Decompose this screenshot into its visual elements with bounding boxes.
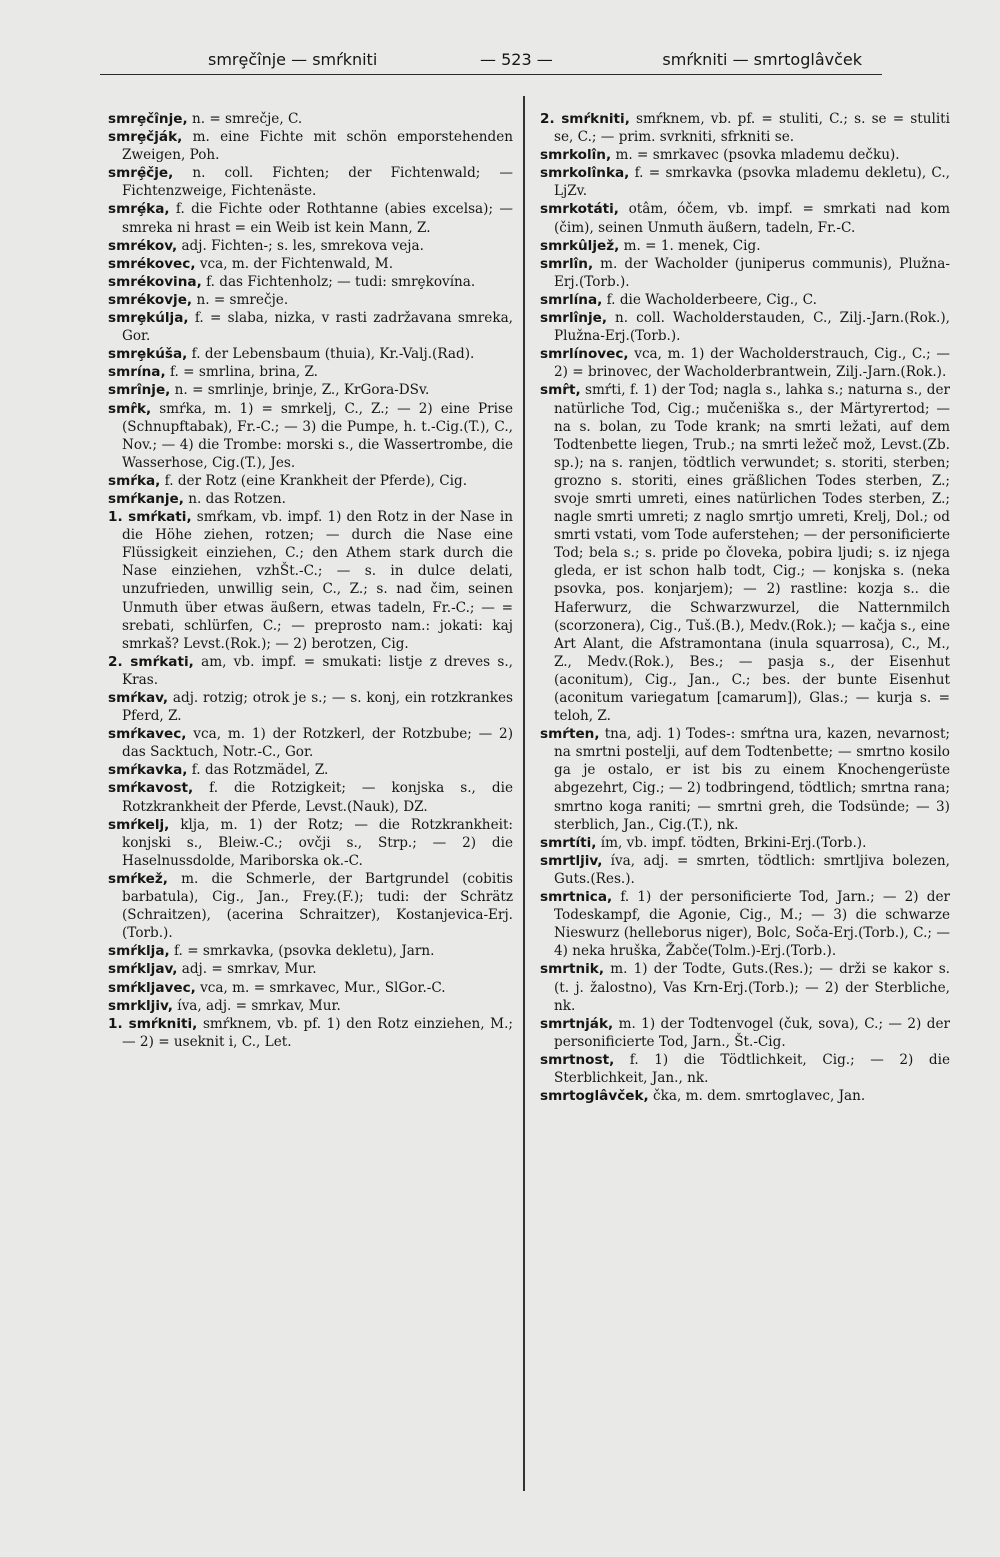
entry-definition: klja, m. 1) der Rotz; — die Rotzkrankheit: konjski s., Bleiw.-C.; ovčji s., Strp.; — 2) die Haselnussdolde, Mariborska ok.-C.: [122, 816, 514, 869]
dictionary-entry: [108, 725, 513, 761]
entry-headword: smrtnik,: [540, 961, 604, 978]
entry-headword: smŕkav,: [108, 690, 169, 706]
entry-headword: smrkotáti,: [540, 201, 619, 218]
entry-definition: f. das Fichtenholz; — tudi: smrȩkovína.: [206, 273, 476, 290]
dictionary-entry: [108, 381, 513, 399]
dictionary-entry: [540, 291, 950, 309]
entry-definition: adj. rotzig; otrok je s.; — s. konj, ein rotzkrankes Pferd, Z.: [122, 690, 513, 725]
entry-headword: smŕklja,: [108, 943, 170, 960]
dictionary-entry: [540, 255, 950, 291]
entry-headword: smrtoglâvček,: [540, 1088, 649, 1105]
entry-headword: smrkljiv,: [108, 997, 173, 1014]
entry-definition: f. die Fichte oder Rothtanne (abies excelsa); — smreka ni hrast = ein Weib ist kein Mann, Z.: [122, 201, 513, 236]
entry-headword: 1. smŕkati,: [108, 509, 192, 526]
dictionary-entry: [108, 942, 513, 960]
dictionary-entry: [108, 960, 513, 978]
entry-definition: ím, vb. impf. tödten, Brkini-Erj.(Torb.).: [600, 834, 867, 851]
entry-definition: f. = slaba, nizka, v rasti zadržavana smreka, Gor.: [122, 310, 513, 345]
entry-headword: smŕkljavec,: [108, 979, 196, 996]
dictionary-entry: [540, 834, 950, 852]
entry-headword: smrína,: [108, 364, 166, 381]
dictionary-entry: [540, 725, 950, 834]
entry-headword: smrtnják,: [540, 1015, 614, 1032]
entry-definition: smŕka, m. 1) = smrkelj, C., Z.; — 2) eine Prise (Schnupftabak), Fr.-C.; — 3) die Pumpe, h. t.-Cig.(T.), C., Nov.; — 4) die Trombe: morski s., die Wassertrombe, die Wasserhose, Cig.(T.), Jes.: [122, 400, 513, 471]
entry-headword: smrkolîn,: [540, 147, 612, 164]
dictionary-entry: [108, 110, 513, 128]
entry-definition: m. die Schmerle, der Bartgrundel (cobitis barbatula), Cig., Jan., Frey.(F.); tudi: der Schrätz (Schraitzen), (acerina Schraitzer), Kostanjevica-Erj.(Torb.).: [122, 870, 513, 942]
entry-definition: f. der Rotz (eine Krankheit der Pferde), Cig.: [164, 472, 468, 489]
dictionary-entry: [540, 309, 950, 345]
entry-headword: smrtljiv,: [540, 852, 603, 869]
dictionary-entry: [540, 200, 950, 236]
dictionary-entry: [540, 852, 950, 888]
entry-definition: vca, m. 1) der Rotzkerl, der Rotzbube; — 2) das Sacktuch, Notr.-C., Gor.: [122, 726, 513, 761]
page-number: — 523 —: [480, 50, 553, 69]
entry-headword: smrkolînka,: [540, 165, 630, 182]
dictionary-entry: [108, 128, 513, 164]
dictionary-entry: [108, 508, 513, 653]
entry-headword: smr̂t,: [540, 382, 581, 399]
entry-definition: m. der Wacholder (juniperus communis), Plužna-Erj.(Torb.).: [554, 255, 950, 290]
entry-headword: smrékovje,: [108, 291, 193, 308]
entry-headword: smrȩčînje,: [108, 111, 188, 127]
dictionary-entry: [540, 1051, 950, 1087]
entry-definition: íva, adj. = smrten, tödtlich: smrtljiva bolezen, Guts.(Res.).: [554, 852, 950, 887]
dictionary-entry: [108, 200, 513, 236]
entry-headword: smr̂k,: [108, 400, 152, 417]
dictionary-entry: [108, 273, 513, 291]
dictionary-entry: [108, 1015, 513, 1051]
column-divider: [523, 96, 525, 1491]
entry-headword: smrlînje,: [540, 310, 607, 327]
entry-definition: vca, m. der Fichtenwald, M.: [199, 255, 394, 272]
entry-definition: n. = smrečje, C.: [191, 111, 303, 127]
entry-definition: otâm, óčem, vb. impf. = smrkati nad kom (čim), seinen Unmuth äußern, tadeln, Fr.-C.: [554, 201, 950, 236]
header-left-guideword: smrȩčînje — smŕkniti: [208, 50, 378, 69]
entry-headword: 2. smŕkati,: [108, 653, 194, 670]
dictionary-entry: [108, 363, 513, 381]
entry-headword: smrȩ̑čje,: [108, 165, 174, 182]
entry-headword: smŕten,: [540, 726, 600, 743]
entry-definition: f. das Rotzmädel, Z.: [191, 762, 329, 779]
dictionary-entry: [108, 761, 513, 779]
entry-headword: smrlínovec,: [540, 346, 629, 363]
entry-headword: smrȩčják,: [108, 129, 183, 146]
entry-headword: smrékovec,: [108, 255, 196, 272]
dictionary-entry: [108, 472, 513, 490]
dictionary-entry: [540, 960, 950, 1014]
dictionary-entry: [108, 255, 513, 273]
entry-headword: smrtíti,: [540, 834, 597, 851]
entry-definition: m. 1) der Todtenvogel (čuk, sova), C.; — 2) der personificierte Tod, Jarn., Št.-Cig.: [554, 1015, 950, 1050]
entry-definition: vca, m. 1) der Wacholderstrauch, Cig., C.; — 2) = brinovec, der Wacholderbrantwein, Zilj.-Jarn.(Rok.).: [554, 346, 950, 381]
entry-definition: n. coll. Fichten; der Fichtenwald; — Fichtenzweige, Fichtenäste.: [122, 165, 513, 200]
dictionary-entry: [108, 653, 513, 689]
entry-headword: smŕkavost,: [108, 780, 194, 797]
left-column: [108, 110, 513, 1051]
entry-headword: 2. smŕkniti,: [540, 111, 630, 127]
entry-headword: smrkûlјež,: [540, 237, 620, 254]
entry-definition: n. das Rotzen.: [188, 490, 286, 507]
entry-definition: f. die Wacholderbeere, Cig., C.: [606, 291, 817, 308]
entry-definition: m. 1) der Todte, Guts.(Res.); — drži se kakor s. (t. j. žalostno), Vas Krn-Erj.(Torb.); — 2) der Sterbliche, nk.: [554, 961, 950, 1014]
entry-definition: f. = smrkavka, (psovka dekletu), Jarn.: [174, 943, 435, 960]
entry-definition: f. 1) der personificierte Tod, Jarn.; — 2) der Todeskampf, die Agonie, Cig., M.; — 3) die schwarze Nieswurz (helleborus niger), Bolc, Soča-Erj.(Torb.), C.; — 4) neka hruška, Žabče(Tolm.)-Erj.(Torb.).: [554, 889, 951, 960]
entry-definition: f. 1) die Tödtlichkeit, Cig.; — 2) die Sterblichkeit, Jan., nk.: [554, 1051, 950, 1086]
header-right-guideword: smŕkniti — smrtoglâvček: [662, 50, 862, 69]
dictionary-entry: [540, 1015, 950, 1051]
entry-headword: smrékovina,: [108, 273, 202, 290]
dictionary-entry: [108, 979, 513, 997]
dictionary-entry: [540, 110, 950, 146]
entry-definition: tna, adj. 1) Todes-: smŕtna ura, kazen, nevarnost; na smrtni postelji, auf dem Todtenbette; — smrtno kosilo ga je ostalo, er ist bis zu einem Knochengerüste abgezehrt, Cig.; — 2) todbringend, tödtlich; smrtna rana; smrtno koga raniti; — smrtni greh, die Todsünde; — 3) sterblich, Jan., Cig.(T.), nk.: [554, 726, 950, 833]
entry-definition: smŕknem, vb. pf. = stuliti, C.; s. se = stuliti se, C.; — prim. svrkniti, sfrkniti se.: [554, 111, 950, 146]
entry-definition: f. der Lebensbaum (thuia), Kr.-Valj.(Rad).: [191, 346, 475, 363]
dictionary-entry: [108, 997, 513, 1015]
dictionary-entry: [540, 888, 950, 960]
dictionary-entry: [108, 689, 513, 725]
entry-headword: smŕkavec,: [108, 726, 187, 743]
dictionary-entry: [540, 164, 950, 200]
entry-headword: smrékov,: [108, 237, 178, 254]
entry-headword: smrȩ́ka,: [108, 201, 170, 218]
entry-definition: adj. Fichten-; s. les, smrekova veja.: [181, 237, 424, 254]
entry-headword: smrtnica,: [540, 889, 613, 906]
entry-headword: smŕkavka,: [108, 762, 188, 779]
dictionary-entry: [540, 1087, 950, 1105]
dictionary-entry: [108, 237, 513, 255]
entry-definition: íva, adj. = smrkav, Mur.: [177, 997, 341, 1014]
entry-definition: m. = 1. menek, Cig.: [623, 237, 761, 254]
entry-definition: f. die Rotzigkeit; — konjska s., die Rotzkrankheit der Pferde, Levst.(Nauk), DZ.: [122, 780, 513, 815]
entry-headword: smŕkelj,: [108, 816, 170, 833]
entry-definition: adj. = smrkav, Mur.: [181, 961, 317, 978]
entry-headword: smrȩkúlja,: [108, 310, 189, 327]
entry-definition: n. = smrlinje, brinje, Z., KrGora-DSv.: [174, 382, 430, 399]
dictionary-entry: [108, 345, 513, 363]
entry-definition: smŕti, f. 1) der Tod; nagla s., lahka s.; naturna s., der natürliche Tod, Cig.; mučeniška s., der Märtyrertod; — na s. bolan, zu Tode krank; na smrti ležati, auf dem Todtenbette liegen, Trub.; na smrti ležeč mož, Levst.(Zb. sp.); na s. ranjen, tödtlich verwundet; s. storiti, sterben; grozno s. storiti, eines gräßlichen Todes sterben, Z.; svoje smrti umreti, eines natürlichen Todes sterben, Z.; nagle smrti umreti; z naglo smrtjo umreti, Krelj, Dol.; od smrti vstati, vom Tode auferstehen; — der personificierte Tod; bela s.; s. pride po človeka, pobira ljudi; s. iz njega gleda, er ist schon halb todt, Cig.; — konjska s. (neka psovka, pos. konjarjem); — 2) rastline: kozja s.. die Haferwurz, die Schwarzwurzel, die Natternmilch (scorzonera), Cig., Tuš.(B.), Medv.(Rok.); — kačja s., eine Art Alant, die Afstramontana (inula squarrosa), C., M., Z., Medv.(Rok.), Bes.; — pasja s., der Eisenhut (aconitum), Cig., Jan., C.; bes. der bunte Eisenhut (aconitum variegatum [camarum]), Glas.; — kurja s. = teloh, Z.: [554, 382, 950, 725]
entry-definition: am, vb. impf. = smukati: listje z dreves s., Kras.: [122, 653, 513, 688]
entry-definition: m. eine Fichte mit schön emporstehenden Zweigen, Poh.: [122, 129, 513, 164]
dictionary-entry: [540, 146, 950, 164]
entry-headword: smrînje,: [108, 382, 171, 399]
entry-headword: smrlína,: [540, 291, 603, 308]
entry-definition: čka, m. dem. smrtoglavec, Jan.: [653, 1088, 866, 1105]
entry-headword: smrtnost,: [540, 1051, 615, 1068]
dictionary-entry: [108, 779, 513, 815]
dictionary-entry: [540, 237, 950, 255]
entry-headword: smŕkljav,: [108, 961, 178, 978]
dictionary-entry: [108, 816, 513, 870]
entry-definition: vca, m. = smrkavec, Mur., SlGor.-C.: [200, 979, 446, 996]
dictionary-entry: [540, 345, 950, 381]
entry-headword: smŕkež,: [108, 870, 168, 887]
entry-definition: f. = smrlina, brina, Z.: [169, 364, 319, 381]
entry-definition: smŕkam, vb. impf. 1) den Rotz in der Nase in die Höhe ziehen, rotzen; — durch die Nase eine Flüssigkeit einziehen, C.; den Athem stark durch die Nase einziehen, vzhŠt.-C.; — s. in dulce delati, unzufrieden, unwillig sein, C., Z.; s. nad čim, seinen Unmuth über etwas äußern, etwas tadeln, Fr.-C.; — = srebati, schlürfen, C.; — preprosto nam.: jokati: kaj smrkaš? Levst.(Rok.); — 2) berotzen, Cig.: [122, 509, 513, 652]
entry-definition: n. coll. Wacholderstauden, C., Zilj.-Jarn.(Rok.), Plužna-Erj.(Torb.).: [554, 310, 950, 345]
dictionary-entry: [108, 309, 513, 345]
dictionary-entry: [108, 870, 513, 942]
entry-definition: smŕknem, vb. pf. 1) den Rotz einziehen, M.; — 2) = useknit i, C., Let.: [122, 1015, 514, 1050]
entry-headword: smŕkanje,: [108, 490, 184, 507]
entry-headword: smrȩkúša,: [108, 346, 188, 363]
entry-headword: smŕka,: [108, 472, 161, 489]
dictionary-entry: [108, 164, 513, 200]
running-header: [100, 46, 882, 75]
entry-headword: smrlîn,: [540, 255, 594, 272]
dictionary-entry: [108, 490, 513, 508]
entry-definition: m. = smrkavec (psovka mlademu dečku).: [615, 147, 900, 164]
dictionary-entry: [108, 400, 513, 472]
right-column: [540, 110, 950, 1105]
entry-definition: n. = smrečje.: [196, 291, 289, 308]
entry-definition: f. = smrkavka (psovka mlademu dekletu), C., LjZv.: [554, 165, 950, 200]
entry-headword: 1. smŕkniti,: [108, 1015, 198, 1032]
dictionary-entry: [108, 291, 513, 309]
dictionary-entry: [540, 381, 950, 725]
